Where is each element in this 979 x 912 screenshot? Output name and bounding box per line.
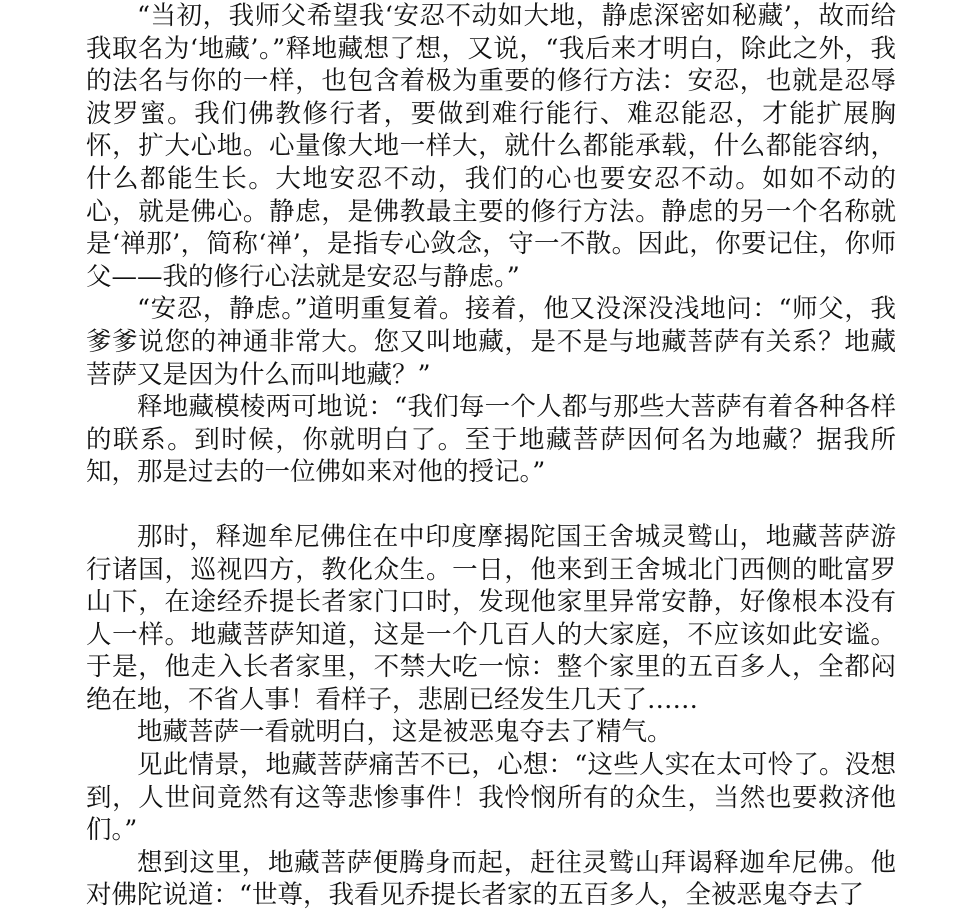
paragraph-3: 释地藏模棱两可地说：“我们每一个人都与那些大菩萨有着各种各样的联系。到时候，你就明白了。至于地藏菩萨因何名为地藏？据我所知，那是过去的一位佛如来对他的授记。” <box>86 392 896 488</box>
paragraph-1: “当初，我师父希望我‘安忍不动如大地，静虑深密如秘藏’，故而给我取名为‘地藏’。”释地藏想了想，又说，“我后来才明白，除此之外，我的法名与你的一样，也包含着极为重要的修行方法：安忍，也就是忍辱波罗蜜。我们佛教修行者，要做到难行能行、难忍能忍，才能扩展胸怀，扩大心地。心量像大地一样大，就什么都能承载，什么都能容纳，什么都能生长。大地安忍不动，我们的心也要安忍不动。如如不动的心，就是佛心。静虑，是佛教最主要的修行方法。静虑的另一个名称就是‘禅那’，简称‘禅’，是指专心敛念，守一不散。因此，你要记住，你师父——我的修行心法就是安忍与静虑。” <box>86 1 896 292</box>
paragraph-7: 想到这里，地藏菩萨便腾身而起，赶往灵鹫山拜谒释迦牟尼佛。他对佛陀说道：“世尊，我看见乔提长者家的五百多人，全被恶鬼夺去了 <box>86 847 896 911</box>
document-body <box>86 0 896 912</box>
paragraph-5: 地藏菩萨一看就明白，这是被恶鬼夺去了精气。 <box>137 717 673 748</box>
paragraph-4: 那时，释迦牟尼佛住在中印度摩揭陀国王舍城灵鹫山，地藏菩萨游行诸国，巡视四方，教化众生。一日，他来到王舍城北门西侧的毗富罗山下，在途经乔提长者家门口时，发现他家里异常安静，好像根本没有人一样。地藏菩萨知道，这是一个几百人的大家庭，不应该如此安谧。于是，他走入长者家里，不禁大吃一惊：整个家里的五百多人，全都闷绝在地，不省人事！看样子，悲剧已经发生几天了…… <box>86 521 896 715</box>
paragraph-6: 见此情景，地藏菩萨痛苦不已，心想：“这些人实在太可怜了。没想到，人世间竟然有这等悲惨事件！我怜悯所有的众生，当然也要救济他们。” <box>86 750 896 846</box>
paragraph-2: “安忍，静虑。”道明重复着。接着，他又没深没浅地问：“师父，我爹爹说您的神通非常大。您又叫地藏，是不是与地藏菩萨有关系？地藏菩萨又是因为什么而叫地藏？” <box>86 294 896 390</box>
